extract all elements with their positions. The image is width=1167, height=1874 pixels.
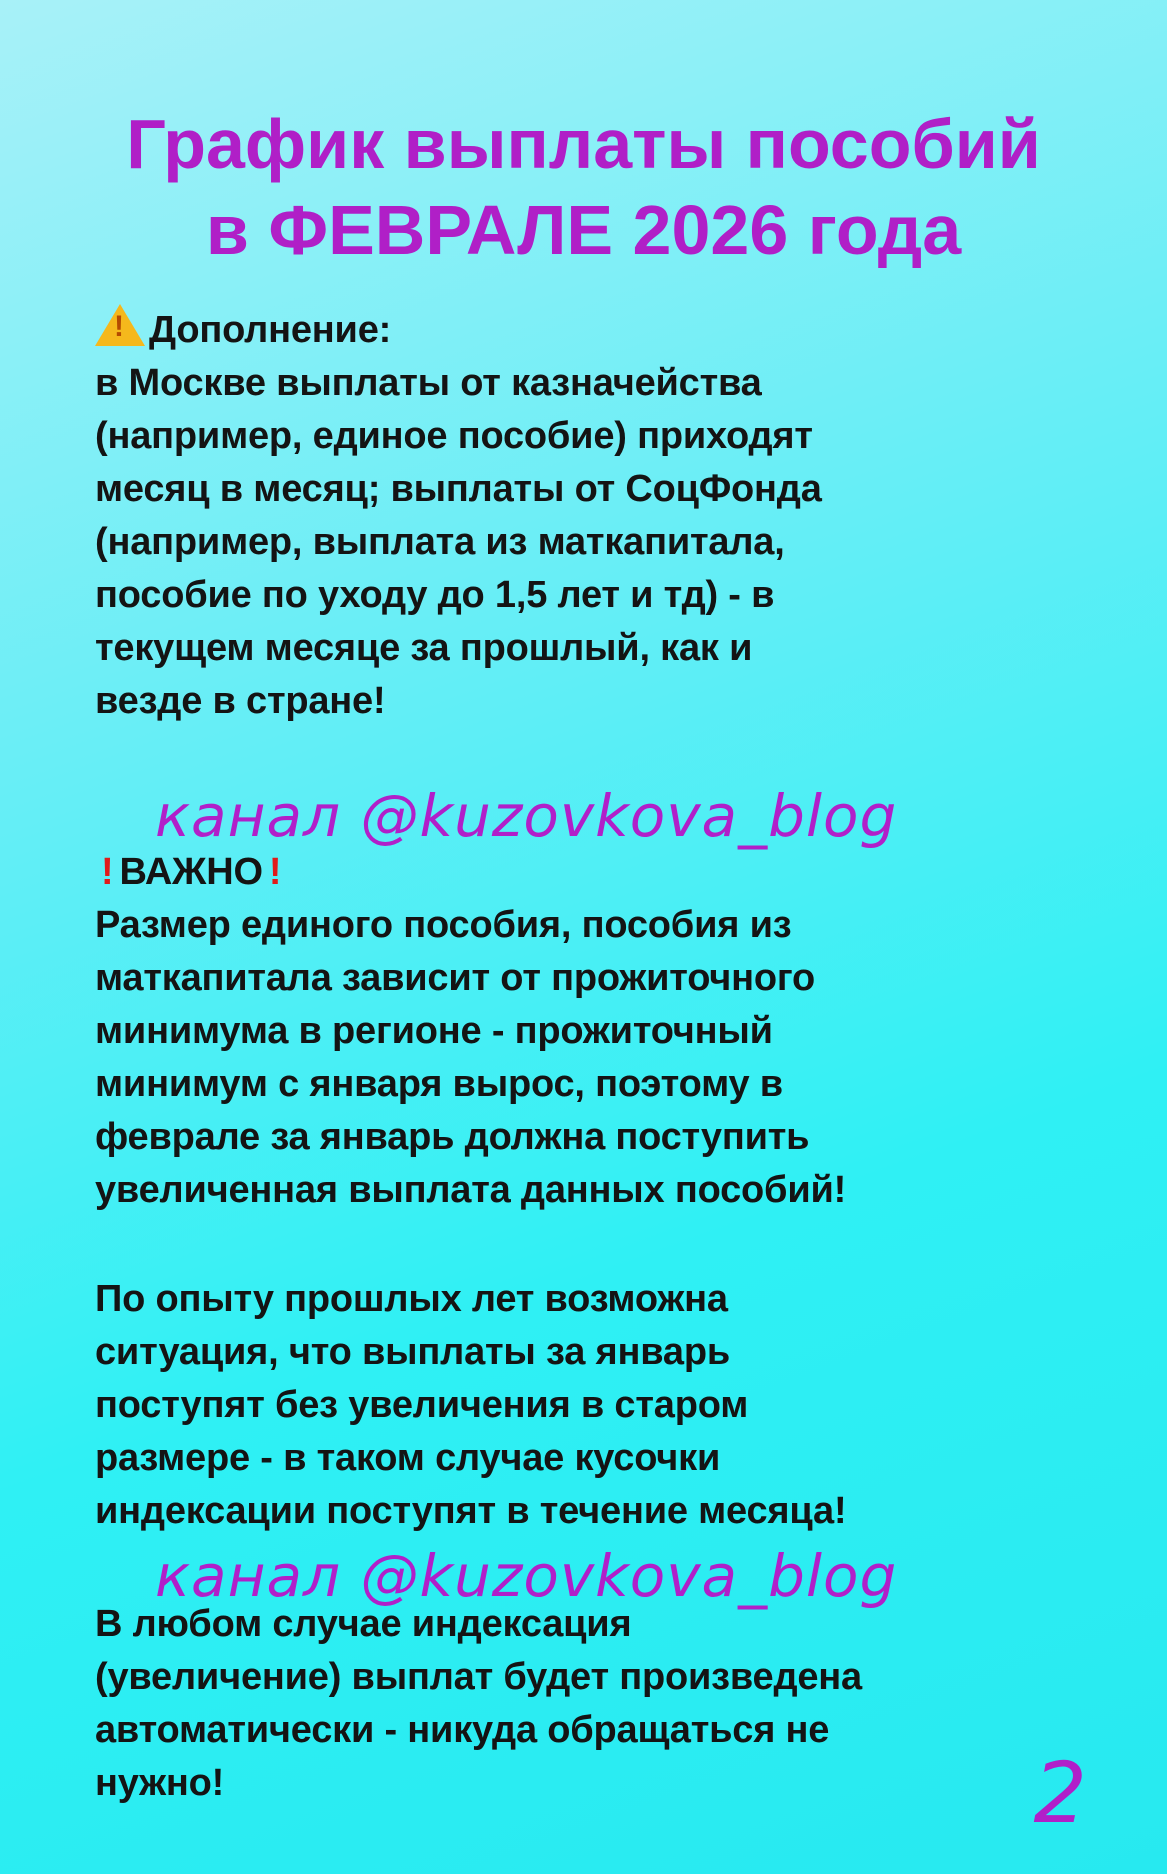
conclusion-line: нужно! [95, 1762, 225, 1804]
experience-line: индексации поступят в течение месяца! [95, 1490, 847, 1532]
warning-icon [95, 304, 145, 346]
title-line-1: График выплаты пособий [126, 105, 1041, 183]
addition-heading: Дополнение: [149, 309, 392, 351]
conclusion-section [95, 1598, 1095, 1810]
addition-line: (например, единое пособие) приходят [95, 415, 813, 457]
addition-line: в Москве выплаты от казначейства [95, 362, 762, 404]
conclusion-line: В любом случае индексация [95, 1603, 632, 1645]
exclamation-icon: ! [268, 851, 282, 893]
title-line-2: в ФЕВРАЛЕ 2026 года [205, 191, 962, 269]
addition-section [95, 304, 1095, 728]
important-line: маткапитала зависит от прожиточного [95, 957, 816, 999]
important-heading-line [95, 846, 1095, 899]
important-line: феврале за январь должна поступить [95, 1116, 810, 1158]
experience-line: По опыту прошлых лет возможна [95, 1278, 728, 1320]
addition-line: месяц в месяц; выплаты от СоцФонда [95, 468, 822, 510]
experience-line: ситуация, что выплаты за январь [95, 1331, 730, 1373]
important-section [95, 846, 1095, 1217]
addition-line: везде в стране! [95, 680, 386, 722]
channel-watermark: канал @kuzovkova_blog [155, 1542, 898, 1610]
experience-line: размере - в таком случае кусочки [95, 1437, 721, 1479]
experience-section [95, 1273, 1095, 1538]
page-title [0, 101, 1167, 273]
addition-line: текущем месяце за прошлый, как и [95, 627, 753, 669]
exclamation-icon: ! [101, 851, 114, 893]
channel-watermark: канал @kuzovkova_blog [155, 782, 898, 850]
important-line: минимума в регионе - прожиточный [95, 1010, 773, 1052]
important-label: ВАЖНО [119, 851, 263, 893]
page-number: 2 [1033, 1744, 1087, 1842]
important-line: минимум с января вырос, поэтому в [95, 1063, 783, 1105]
addition-line: (например, выплата из маткапитала, [95, 521, 785, 563]
important-line: Размер единого пособия, пособия из [95, 904, 792, 946]
conclusion-line: (увеличение) выплат будет произведена [95, 1656, 862, 1698]
addition-heading-line [95, 304, 1095, 357]
addition-line: пособие по уходу до 1,5 лет и тд) - в [95, 574, 775, 616]
experience-line: поступят без увеличения в старом [95, 1384, 749, 1426]
important-line: увеличенная выплата данных пособий! [95, 1169, 847, 1211]
conclusion-line: автоматически - никуда обращаться не [95, 1709, 830, 1751]
